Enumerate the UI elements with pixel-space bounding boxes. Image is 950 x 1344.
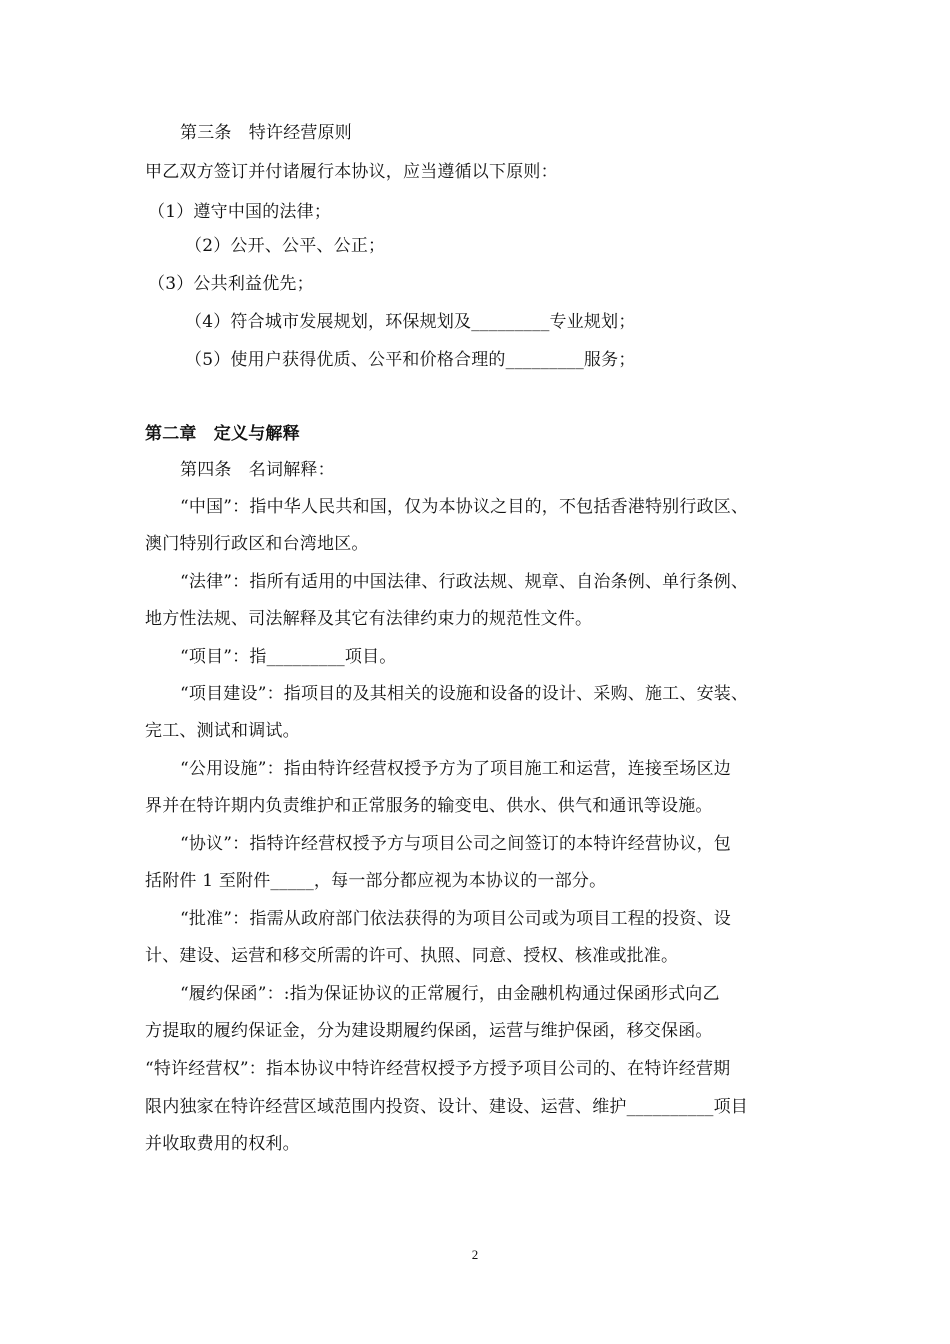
article-4-title: 第四条 名词解释： [180,460,335,480]
chapter-2-heading: 第二章 定义与解释 [145,424,300,444]
definition-utilities-line-2: 界并在特许期内负责维护和正常服务的输变电、供水、供气和通讯等设施。 [145,796,713,816]
definition-law-line-1: “法律”：指所有适用的中国法律、行政法规、规章、自治条例、单行条例、 [180,572,749,592]
definition-franchise-line-3: 并收取费用的权利。 [145,1134,300,1154]
definition-project: “项目”：指_________项目。 [180,647,397,667]
definition-guarantee-line-2: 方提取的履约保证金，分为建设期履约保函，运营与维护保函，移交保函。 [145,1021,713,1041]
definition-construction-line-2: 完工、测试和调试。 [145,721,300,741]
definition-construction-line-1: “项目建设”：指项目的及其相关的设施和设备的设计、采购、施工、安装、 [180,684,749,704]
principle-4: （4）符合城市发展规划，环保规划及_________专业规划； [185,312,636,332]
definition-utilities-line-1: “公用设施”：指由特许经营权授予方为了项目施工和运营，连接至场区边 [180,759,731,779]
definition-franchise-line-1: “特许经营权”：指本协议中特许经营权授予方授予项目公司的、在特许经营期 [145,1059,731,1079]
article-3-intro: 甲乙双方签订并付诸履行本协议，应当遵循以下原则： [145,162,558,182]
principle-2: （2）公开、公平、公正； [185,236,386,256]
definition-approval-line-2: 计、建设、运营和移交所需的许可、执照、同意、授权、核准或批准。 [145,946,679,966]
definition-approval-line-1: “批准”：指需从政府部门依法获得的为项目公司或为项目工程的投资、设 [180,909,731,929]
principle-1: （1）遵守中国的法律； [148,202,332,222]
article-3-title: 第三条 特许经营原则 [180,123,352,143]
principle-5: （5）使用户获得优质、公平和价格合理的_________服务； [185,350,636,370]
principle-3: （3）公共利益优先； [148,274,314,294]
definition-agreement-line-1: “协议”：指特许经营权授予方与项目公司之间签订的本特许经营协议，包 [180,834,731,854]
definition-franchise-line-2: 限内独家在特许经营区域范围内投资、设计、建设、运营、维护__________项目 [145,1097,748,1117]
definition-china-line-1: “中国”：指中华人民共和国，仅为本协议之目的，不包括香港特别行政区、 [180,497,749,517]
definition-china-line-2: 澳门特别行政区和台湾地区。 [145,534,369,554]
definition-guarantee-line-1: “履约保函”：:指为保证协议的正常履行，由金融机构通过保函形式向乙 [180,984,720,1004]
page-number: 2 [471,1247,479,1262]
definition-agreement-line-2: 括附件 1 至附件_____，每一部分都应视为本协议的一部分。 [145,871,607,891]
definition-law-line-2: 地方性法规、司法解释及其它有法律约束力的规范性文件。 [145,609,593,629]
